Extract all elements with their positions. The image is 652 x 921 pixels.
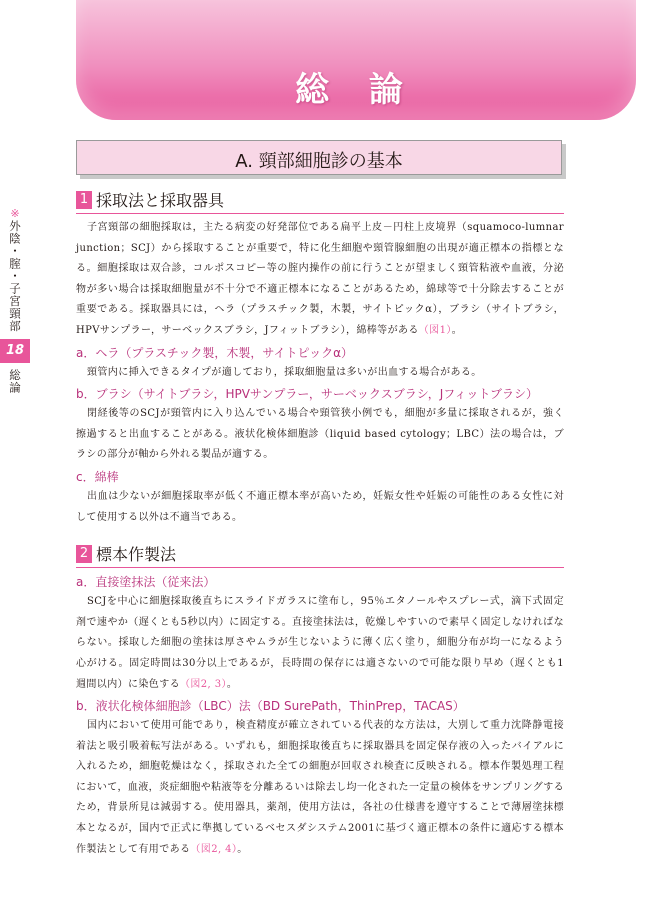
side-section-label: 総論 (8, 368, 22, 394)
subheading: a．直接塗抹法（従来法） (76, 575, 216, 590)
subheading: c．綿棒 (76, 469, 119, 484)
side-index-tab (0, 208, 30, 394)
heading-text: 標本作製法 (96, 545, 177, 565)
paragraph: 出血は少ないが細胞採取率が低く不適正標本率が高いため，妊娠女性や妊娠の可能性のある女性に対して使用する以外は不適当である。 (76, 490, 564, 523)
section-title: A. 頸部細胞診の基本 (235, 151, 403, 172)
heading-text: 採取法と採取器具 (96, 191, 225, 210)
subheading: b．ブラシ（サイトブラシ，HPVサンプラー，サーベックスブラシ，Jフィットブラシ） (76, 387, 538, 402)
heading-number: 2 (76, 545, 92, 563)
heading-number: 1 (76, 191, 92, 209)
figure-ref[interactable]: （図2, 3） (180, 678, 227, 690)
figure-ref[interactable]: （図2, 4） (190, 843, 238, 855)
figure-ref[interactable]: （図1） (418, 324, 452, 336)
paragraph: 閉経後等のSCJが頸管内に入り込んでいる場合や頸管狭小例でも，細胞が多量に採取されるが，強く擦過すると出血することがある。液状化検体細胞診（liquid based cytology；LBC）法の場合は，ブラシの部分が軸から外れる製品が適する。 (76, 408, 564, 461)
chapter-banner (76, 0, 636, 120)
subheading: b．液状化検体細胞診（LBC）法（BD SurePath，ThinPrep，TACAS） (76, 699, 465, 714)
paragraph: 子宮頸部の細胞採取は，主たる病変の好発部位である扁平上皮－円柱上皮境界（squamoco-lumnar junction；SCJ）から採取することが重要で，特に化生細胞や頸管腺細胞の出現が適正標本の指標となる。細胞採取は双合診，コルポスコピー等の腟内操作の前に行うことが望ましく頸管粘液や血液，分泌物が多い場合は採取細胞量が不十分で不適正標本になることがあるため，綿球等で十分除去することが重要である。採取器具には，ヘラ（プラスチック製，木製，サイトピックα），ブラシ（サイトブラシ，HPVサンプラー，サーベックスブラシ，Jフィットブラシ），綿棒等がある（図1）。 (76, 222, 564, 336)
page-number: 18 (0, 339, 30, 363)
paragraph: 頸管内に挿入できるタイプが適しており，採取細胞量は多いが出血する場合がある。 (87, 366, 482, 378)
paragraph: 国内において使用可能であり，検査精度が確立されている代表的な方法は，大別して重力沈降静電接着法と吸引吸着転写法がある。いずれも，細胞採取後直ちに採取器具を固定保存液の入ったバイアルに入れるため，細胞乾燥はなく，採取された全ての細胞が回収され検査に反映される。標本作製処理工程において，血液，炎症細胞や粘液等を分離あるいは除去し均一化された一定量の検体をサンプリングするため，背景所見は減弱する。使用器具，薬剤，使用方法は，各社の仕様書を遵守することで薄層塗抹標本となるが，国内で正式に準拠しているベセスダシステム2001に基づく適正標本の条件に適応する標本作製法として有用である（図2, 4）。 (76, 720, 564, 855)
main-content (76, 188, 564, 860)
heading-sampling (76, 188, 564, 214)
chapter-title: 総 論 (295, 70, 417, 110)
side-mark: ※ (10, 207, 20, 220)
paragraph: SCJを中心に細胞採取後直ちにスライドガラスに塗布し，95％エタノールやスプレー式，滴下式固定剤で速やか（遅くとも5秒以内）に固定する。直接塗抹法は，乾燥しやすいので素早く固定しなければならない。採取した細胞の塗抹は厚さやムラが生じないように薄く広く塗り，細胞分布が均一になるよう心がける。固定時間は30分以上であるが，長時間の保存には適さないので可能な限り早め（遅くとも1週間以内）に染色する（図2, 3）。 (76, 596, 564, 690)
section-heading-box (76, 140, 562, 175)
side-chapter-label: 外陰・腟・子宮頸部 (8, 220, 22, 333)
subheading: a．ヘラ（プラスチック製，木製，サイトピックα） (76, 345, 353, 360)
heading-preparation (76, 542, 564, 568)
